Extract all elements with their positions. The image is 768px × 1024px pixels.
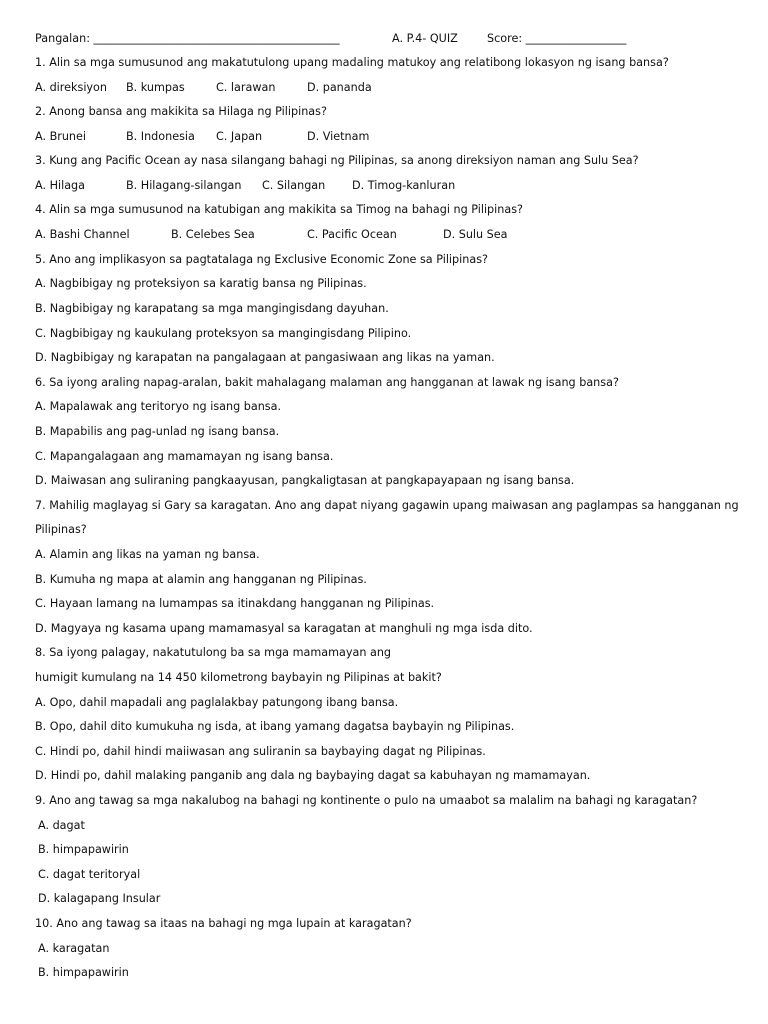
q6-option-d[interactable]: D. Maiwasan ang suliraning pangkaayusan, pangkaligtasan at pangkapayapaan ng isang bansa.	[35, 474, 575, 487]
q4-option-d[interactable]: D. Sulu Sea	[443, 228, 508, 241]
q3-option-a[interactable]: A. Hilaga	[35, 179, 86, 192]
q7-option-c[interactable]: C. Hayaan lamang na lumampas sa itinakdang hangganan ng Pilipinas.	[35, 597, 435, 610]
q5-option-b[interactable]: B. Nagbibigay ng karapatang sa mga mangingisdang dayuhan.	[35, 302, 389, 315]
q7-option-a[interactable]: A. Alamin ang likas na yaman ng bansa.	[35, 548, 260, 561]
q1-option-b[interactable]: B. kumpas	[126, 81, 185, 94]
q6-option-a[interactable]: A. Mapalawak ang teritoryo ng isang bansa.	[35, 400, 282, 413]
q10-option-a[interactable]: A. karagatan	[38, 942, 110, 955]
q8-option-a[interactable]: A. Opo, dahil mapadali ang paglalakbay patungong ibang bansa.	[35, 696, 399, 709]
q8-option-b[interactable]: B. Opo, dahil dito kumukuha ng isda, at ibang yamang dagatsa baybayin ng Pilipinas.	[35, 720, 515, 733]
q3-option-b[interactable]: B. Hilagang-silangan	[126, 179, 242, 192]
q6-option-c[interactable]: C. Mapangalagaan ang mamamayan ng isang bansa.	[35, 450, 334, 463]
q2-option-c[interactable]: C. Japan	[216, 130, 263, 143]
q4-option-c[interactable]: C. Pacific Ocean	[307, 228, 397, 241]
question-7-line-1: 7. Mahilig maglayag si Gary sa karagatan. Ano ang dapat niyang gagawin upang maiwasan ang paglampas sa hangganan ng	[35, 499, 739, 512]
q1-option-c[interactable]: C. larawan	[216, 81, 276, 94]
q3-option-c[interactable]: C. Silangan	[262, 179, 326, 192]
q8-option-c[interactable]: C. Hindi po, dahil hindi maiiwasan ang suliranin sa baybaying dagat ng Pilipinas.	[35, 745, 486, 758]
quiz-header	[35, 32, 735, 48]
q5-option-c[interactable]: C. Nagbibigay ng kaukulang proteksyon sa mangingisdang Pilipino.	[35, 327, 412, 340]
q5-option-a[interactable]: A. Nagbibigay ng proteksiyon sa karatig bansa ng Pilipinas.	[35, 277, 367, 290]
question-4: 4. Alin sa mga sumusunod na katubigan ang makikita sa Timog na bahagi ng Pilipinas?	[35, 203, 523, 216]
q9-option-c[interactable]: C. dagat teritoryal	[38, 868, 141, 881]
question-3: 3. Kung ang Pacific Ocean ay nasa silangang bahagi ng Pilipinas, sa anong direksiyon naman ang Sulu Sea?	[35, 154, 639, 167]
q5-option-d[interactable]: D. Nagbibigay ng karapatan na pangalagaan at pangasiwaan ang likas na yaman.	[35, 351, 495, 364]
q9-option-b[interactable]: B. himpapawirin	[38, 843, 129, 856]
q8-option-d[interactable]: D. Hindi po, dahil malaking panganib ang dala ng baybaying dagat sa kabuhayan ng mamamayan.	[35, 769, 591, 782]
name-field-label[interactable]: Pangalan: ____________________________________________	[35, 32, 340, 45]
question-6: 6. Sa iyong araling napag-aralan, bakit mahalagang malaman ang hangganan at lawak ng isang bansa?	[35, 376, 619, 389]
question-7-line-2: Pilipinas?	[35, 523, 87, 536]
q2-option-d[interactable]: D. Vietnam	[307, 130, 370, 143]
question-8-line-1: 8. Sa iyong palagay, nakatutulong ba sa mga mamamayan ang	[35, 646, 392, 659]
question-1: 1. Alin sa mga sumusunod ang makatutulong upang madaling matukoy ang relatibong lokasyon ng isang bansa?	[35, 56, 669, 69]
question-2: 2. Anong bansa ang makikita sa Hilaga ng Pilipinas?	[35, 105, 327, 118]
question-10: 10. Ano ang tawag sa itaas na bahagi ng mga lupain at karagatan?	[35, 917, 412, 930]
q10-option-b[interactable]: B. himpapawirin	[38, 966, 129, 979]
q1-option-d[interactable]: D. pananda	[307, 81, 372, 94]
q6-option-b[interactable]: B. Mapabilis ang pag-unlad ng isang bansa.	[35, 425, 280, 438]
q1-option-a[interactable]: A. direksiyon	[35, 81, 107, 94]
quiz-title: A. P.4- QUIZ	[392, 32, 458, 45]
q7-option-d[interactable]: D. Magyaya ng kasama upang mamamasyal sa karagatan at manghuli ng mga isda dito.	[35, 622, 533, 635]
q9-option-d[interactable]: D. kalagapang Insular	[38, 892, 161, 905]
q2-option-b[interactable]: B. Indonesia	[126, 130, 195, 143]
score-field-label[interactable]: Score: __________________	[487, 32, 627, 45]
question-9: 9. Ano ang tawag sa mga nakalubog na bahagi ng kontinente o pulo na umaabot sa malalim na bahagi ng karagatan?	[35, 794, 698, 807]
q2-option-a[interactable]: A. Brunei	[35, 130, 87, 143]
question-8-line-2: humigit kumulang na 14 450 kilometrong baybayin ng Pilipinas at bakit?	[35, 671, 442, 684]
q4-option-a[interactable]: A. Bashi Channel	[35, 228, 130, 241]
q9-option-a[interactable]: A. dagat	[38, 819, 85, 832]
q3-option-d[interactable]: D. Timog-kanluran	[352, 179, 456, 192]
q7-option-b[interactable]: B. Kumuha ng mapa at alamin ang hangganan ng Pilipinas.	[35, 573, 367, 586]
q4-option-b[interactable]: B. Celebes Sea	[171, 228, 255, 241]
question-5: 5. Ano ang implikasyon sa pagtatalaga ng Exclusive Economic Zone sa Pilipinas?	[35, 253, 488, 266]
